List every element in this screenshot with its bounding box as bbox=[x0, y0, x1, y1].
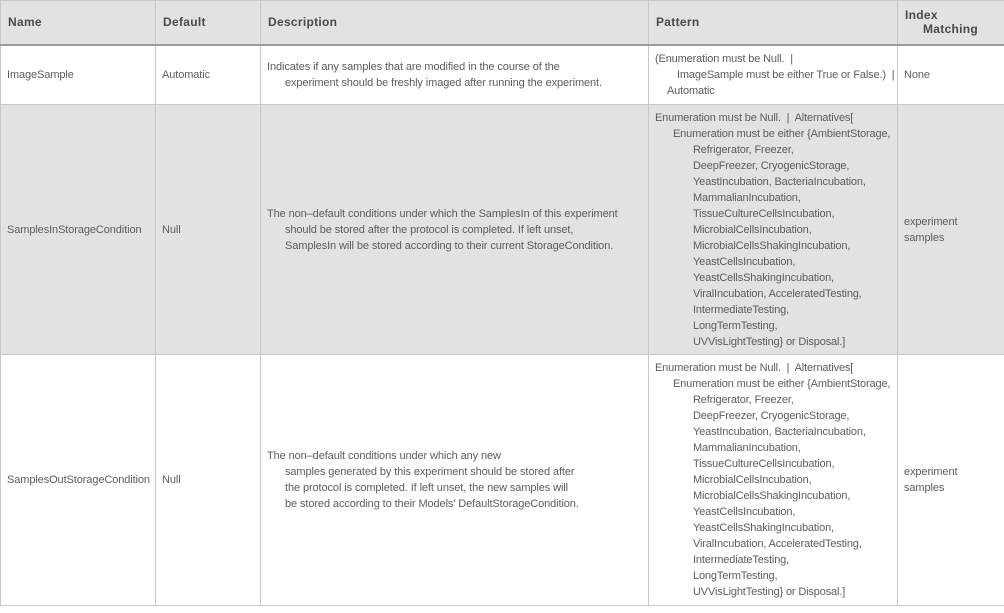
text-line: should be stored after the protocol is completed. If left unset, bbox=[285, 223, 574, 236]
cell-default: Null bbox=[156, 105, 261, 355]
text-line: LongTermTesting, bbox=[693, 570, 778, 582]
column-header-description bbox=[261, 1, 649, 45]
table-row bbox=[1, 355, 1004, 606]
cell-pattern bbox=[649, 105, 898, 355]
text-line: MammalianIncubation, bbox=[693, 191, 801, 204]
text-line: MammalianIncubation, bbox=[693, 442, 801, 454]
text-line: YeastIncubation, BacteriaIncubation, bbox=[693, 175, 866, 188]
text-line: LongTermTesting, bbox=[693, 319, 778, 332]
cell-pattern bbox=[649, 45, 898, 105]
text-line: MicrobialCellsIncubation, bbox=[693, 223, 812, 236]
text-line: The non–default conditions under which any new bbox=[267, 450, 501, 462]
text-line: ViralIncubation, AcceleratedTesting, bbox=[693, 287, 862, 300]
text-line: Automatic bbox=[667, 84, 715, 97]
cell-index-matching: None bbox=[898, 45, 1004, 105]
text-line: the protocol is completed. If left unset, the new samples will bbox=[285, 482, 568, 494]
column-header-label: Description bbox=[268, 15, 338, 30]
text-line: MicrobialCellsShakingIncubation, bbox=[693, 490, 851, 502]
text-line: YeastIncubation, BacteriaIncubation, bbox=[693, 426, 866, 438]
header-row bbox=[1, 1, 1004, 45]
text-line: YeastCellsShakingIncubation, bbox=[693, 522, 834, 534]
text-line: IntermediateTesting, bbox=[693, 303, 790, 316]
cell-index-matching: experiment samples bbox=[898, 355, 1004, 606]
text-line: MicrobialCellsIncubation, bbox=[693, 474, 812, 486]
column-header-pattern bbox=[649, 1, 898, 45]
text-line: IntermediateTesting, bbox=[693, 554, 790, 566]
cell-index-matching: experiment samples bbox=[898, 105, 1004, 355]
cell-pattern bbox=[649, 355, 898, 606]
text-line: Enumeration must be Null. | Alternatives[ bbox=[655, 362, 854, 374]
column-header-label-line: Matching bbox=[923, 22, 979, 37]
text-line: DeepFreezer, CryogenicStorage, bbox=[693, 159, 850, 172]
text-line: Enumeration must be either {AmbientStorage, bbox=[673, 378, 891, 390]
text-line: Refrigerator, Freezer, bbox=[693, 143, 794, 156]
text-line: (Enumeration must be Null. | bbox=[655, 52, 793, 65]
text-line: Refrigerator, Freezer, bbox=[693, 394, 794, 406]
column-header-index-matching bbox=[898, 1, 1004, 45]
column-header-default bbox=[156, 1, 261, 45]
text-line: YeastCellsIncubation, bbox=[693, 255, 796, 268]
text-line: be stored according to their Models' DefaultStorageCondition. bbox=[285, 498, 579, 510]
text-line: The non–default conditions under which the SamplesIn of this experiment bbox=[267, 207, 618, 220]
cell-name: SamplesInStorageCondition bbox=[1, 105, 156, 355]
text-line: TissueCultureCellsIncubation, bbox=[693, 458, 835, 470]
text-line: Indicates if any samples that are modified in the course of the bbox=[267, 60, 560, 73]
text-line: YeastCellsShakingIncubation, bbox=[693, 271, 834, 284]
table-row bbox=[1, 45, 1004, 105]
column-header-label: Default bbox=[163, 15, 206, 30]
text-line: TissueCultureCellsIncubation, bbox=[693, 207, 835, 220]
text-line: UVVisLightTesting} or Disposal.] bbox=[693, 586, 846, 598]
table-header bbox=[1, 1, 1004, 45]
text-line: MicrobialCellsShakingIncubation, bbox=[693, 239, 851, 252]
cell-default: Null bbox=[156, 355, 261, 606]
text-line: DeepFreezer, CryogenicStorage, bbox=[693, 410, 850, 422]
column-header-label-line: Index bbox=[905, 8, 938, 23]
cell-description bbox=[261, 355, 649, 606]
column-header-label: Pattern bbox=[656, 15, 700, 30]
text-line: experiment should be freshly imaged after running the experiment. bbox=[285, 76, 602, 89]
cell-description bbox=[261, 105, 649, 355]
text-line: Enumeration must be Null. | Alternatives[ bbox=[655, 111, 854, 124]
text-line: Enumeration must be either {AmbientStorage, bbox=[673, 127, 891, 140]
table-row bbox=[1, 105, 1004, 355]
cell-name: ImageSample bbox=[1, 45, 156, 105]
column-header-name bbox=[1, 1, 156, 45]
column-header-label: Name bbox=[8, 15, 42, 30]
cell-description bbox=[261, 45, 649, 105]
cell-default: Automatic bbox=[156, 45, 261, 105]
table-body bbox=[1, 45, 1004, 606]
text-line: ImageSample must be either True or False.) | bbox=[677, 68, 895, 81]
cell-name: SamplesOutStorageCondition bbox=[1, 355, 156, 606]
text-line: ViralIncubation, AcceleratedTesting, bbox=[693, 538, 862, 550]
text-line: YeastCellsIncubation, bbox=[693, 506, 796, 518]
text-line: SamplesIn will be stored according to their current StorageCondition. bbox=[285, 239, 614, 252]
text-line: samples generated by this experiment should be stored after bbox=[285, 466, 575, 478]
text-line: UVVisLightTesting} or Disposal.] bbox=[693, 335, 846, 348]
